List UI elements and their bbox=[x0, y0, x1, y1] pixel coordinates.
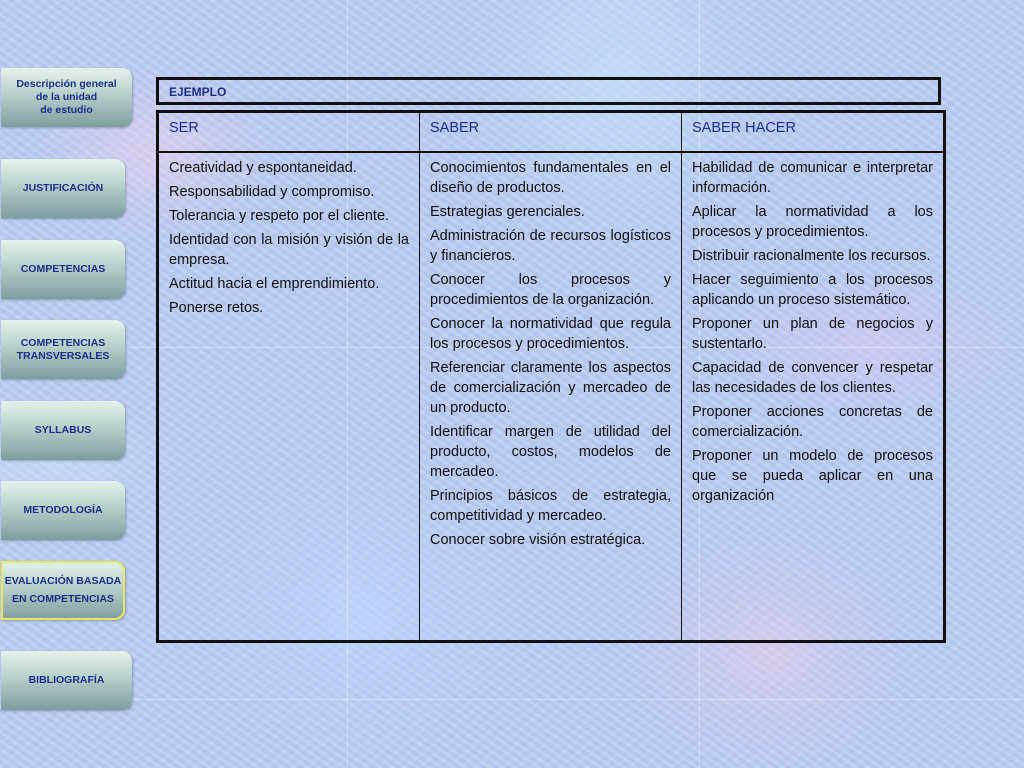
column-header-ser: SER bbox=[158, 112, 420, 152]
sidebar-item-justificacion[interactable] bbox=[1, 159, 125, 218]
column-header-saber-hacer: SABER HACER bbox=[682, 112, 945, 152]
sidebar-item-label: COMPETENCIAS bbox=[20, 263, 106, 275]
ser-item: Creatividad y espontaneidad. bbox=[169, 159, 357, 176]
saber-item: Estrategias gerenciales. bbox=[430, 203, 585, 220]
saber-hacer-item: Capacidad de convencer y respetar las necesidades de los clientes. bbox=[692, 359, 933, 396]
saber-item: Administración de recursos logísticos y financieros. bbox=[430, 227, 671, 264]
saber-hacer-item: Aplicar la normatividad a los procesos y procedimientos. bbox=[692, 203, 933, 240]
sidebar-item-label: METODOLOGÍA bbox=[23, 504, 103, 516]
background-gridline bbox=[0, 699, 1024, 700]
sidebar-item-evaluacion-basada-en-competencias[interactable] bbox=[1, 561, 125, 620]
sidebar-item-label: JUSTIFICACIÓN bbox=[22, 182, 104, 194]
saber-item: Conocer los procesos y procedimientos de la organización. bbox=[430, 271, 671, 308]
ser-item: Ponerse retos. bbox=[169, 299, 264, 316]
saber-item: Referenciar claramente los aspectos de comercialización y mercadeo de un producto. bbox=[430, 359, 671, 416]
saber-cell bbox=[420, 152, 682, 642]
ser-cell bbox=[158, 152, 420, 642]
saber-hacer-item: Habilidad de comunicar e interpretar información. bbox=[692, 159, 933, 196]
sidebar-item-metodologia[interactable] bbox=[1, 481, 125, 540]
saber-hacer-item: Hacer seguimiento a los procesos aplicando un proceso sistemático. bbox=[692, 271, 933, 308]
table-row bbox=[158, 152, 945, 642]
saber-hacer-item: Proponer un plan de negocios y sustentarlo. bbox=[692, 315, 933, 352]
sidebar-item-label: COMPETENCIAS TRANSVERSALES bbox=[16, 336, 110, 362]
saber-hacer-item: Proponer un modelo de procesos que se pueda aplicar en una organización bbox=[692, 447, 933, 504]
section-title: EJEMPLO bbox=[169, 85, 227, 99]
saber-hacer-item: Proponer acciones concretas de comercialización. bbox=[692, 403, 933, 440]
sidebar-item-label: SYLLABUS bbox=[34, 424, 92, 436]
saber-item: Principios básicos de estrategia, competitividad y mercadeo. bbox=[430, 487, 671, 524]
saber-item: Conocer la normatividad que regula los procesos y procedimientos. bbox=[430, 315, 671, 352]
sidebar-item-label: EVALUACIÓN BASADA EN COMPETENCIAS bbox=[4, 575, 122, 605]
saber-item: Identificar margen de utilidad del producto, costos, modelos de mercadeo. bbox=[430, 423, 671, 480]
ser-item: Responsabilidad y compromiso. bbox=[169, 183, 375, 200]
sidebar-item-label: Descripción general de la unidad de estudio bbox=[16, 78, 117, 116]
competencies-table bbox=[156, 110, 946, 643]
ser-item: Tolerancia y respeto por el cliente. bbox=[169, 207, 390, 224]
section-title-bar bbox=[156, 77, 941, 105]
table-header-row bbox=[158, 112, 945, 152]
saber-item: Conocimientos fundamentales en el diseño de productos. bbox=[430, 159, 671, 196]
ser-item: Identidad con la misión y visión de la empresa. bbox=[169, 231, 409, 268]
sidebar-item-competencias[interactable] bbox=[1, 240, 125, 299]
saber-item: Conocer sobre visión estratégica. bbox=[430, 531, 646, 548]
sidebar-item-descripcion-general[interactable] bbox=[1, 68, 132, 127]
ser-item: Actitud hacia el emprendimiento. bbox=[169, 275, 380, 292]
sidebar-item-syllabus[interactable] bbox=[1, 401, 125, 460]
sidebar-item-bibliografia[interactable] bbox=[1, 651, 132, 710]
column-header-saber: SABER bbox=[420, 112, 682, 152]
sidebar-item-competencias-transversales[interactable] bbox=[1, 320, 125, 379]
saber-hacer-cell bbox=[682, 152, 945, 642]
saber-hacer-item: Distribuir racionalmente los recursos. bbox=[692, 247, 931, 264]
sidebar-item-label: BIBLIOGRAFÍA bbox=[28, 674, 105, 686]
